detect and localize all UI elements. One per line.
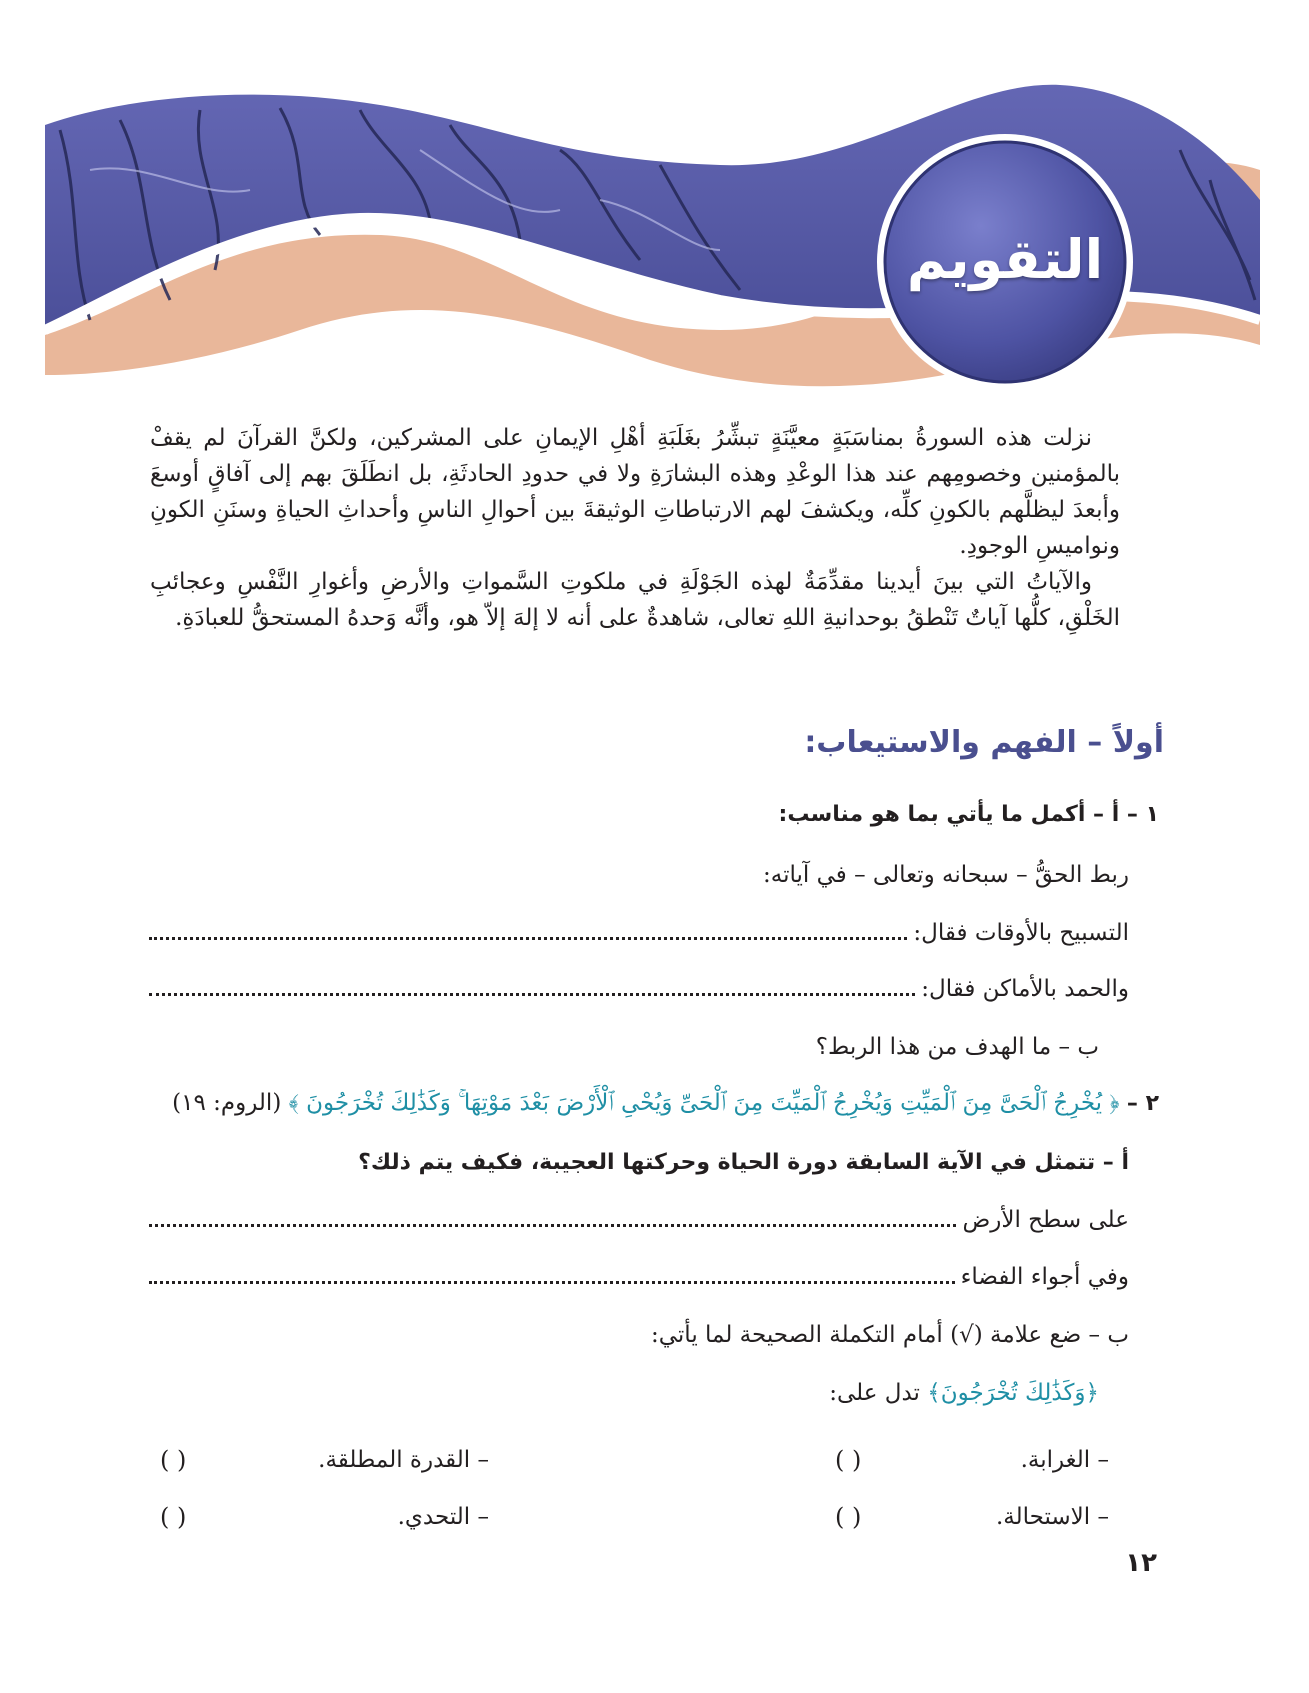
option-qudra: – القدرة المطلقة.: [318, 1447, 489, 1473]
section-heading: أولاً – الفهم والاستيعاب:: [804, 725, 1164, 760]
option-tahaddi-checkbox[interactable]: ( ): [160, 1503, 187, 1531]
page-title: التقويم: [906, 228, 1104, 291]
option-gharaba-checkbox[interactable]: ( ): [835, 1446, 862, 1474]
option-tahaddi: – التحدي.: [397, 1504, 489, 1530]
q2-verse2-suffix: تدل على:: [829, 1380, 920, 1406]
q1-line2-label: والحمد بالأماكن فقال:: [921, 976, 1129, 1002]
intro-text: [150, 420, 1120, 636]
option-gharaba: – الغرابة.: [1020, 1447, 1109, 1473]
q2-line2-label: وفي أجواء الفضاء: [960, 1264, 1129, 1290]
q2-verse-line: [172, 1090, 1159, 1116]
q2-number: ٢ –: [1126, 1091, 1159, 1116]
q1-prompt: ١ – أ – أكمل ما يأتي بما هو مناسب:: [778, 802, 1159, 827]
q1-fill-line-2: [149, 976, 1129, 1002]
answer-blank[interactable]: [149, 1223, 956, 1227]
option-istihala-checkbox[interactable]: ( ): [835, 1503, 862, 1531]
option-qudra-checkbox[interactable]: ( ): [160, 1446, 187, 1474]
q2-verse2-line: [829, 1380, 1099, 1406]
header-banner: [0, 0, 1309, 400]
q2-verse: ﴿ يُخْرِجُ ٱلْحَىَّ مِنَ ٱلْمَيِّتِ وَيُخْرِجُ ٱلْمَيِّتَ مِنَ ٱلْحَىِّ وَيُحْىِ ٱلْأَرْضَ بَعْدَ مَوْتِهَا ۚ وَكَذَٰلِكَ تُخْرَجُونَ ﴾: [288, 1090, 1120, 1116]
q2-verse2: ﴿وَكَذَٰلِكَ تُخْرَجُونَ﴾: [927, 1380, 1099, 1406]
q1-fill-line-1: [149, 920, 1129, 946]
answer-blank[interactable]: [149, 936, 907, 940]
page-number: ١٢: [1125, 1548, 1157, 1578]
intro-paragraph-2: والآياتُ التي بينَ أيدينا مقدِّمَةٌ لهذه الجَوْلَةِ في ملكوتِ السَّمواتِ والأرضِ وأغوارِ النَّفْسِ وعجائبِ الخَلْقِ، كلُّها آياتٌ تَنْطقُ بوحدانيةِ اللهِ تعالى، شاهدةٌ على أنه لا إلهَ إلاّ هو، وأنَّه وَحدهُ المستحقُّ للعبادَةِ.: [150, 569, 1120, 631]
option-istihala: – الاستحالة.: [995, 1504, 1109, 1530]
q2-b: ب – ضع علامة (√) أمام التكملة الصحيحة لما يأتي:: [650, 1322, 1129, 1348]
q1-b: ب – ما الهدف من هذا الربط؟: [815, 1034, 1099, 1060]
answer-blank[interactable]: [149, 992, 915, 996]
q2-line1-label: على سطح الأرض: [962, 1207, 1129, 1233]
q1-intro: ربط الحقُّ – سبحانه وتعالى – في آياته:: [763, 862, 1129, 888]
q2-fill-line-1: [149, 1207, 1129, 1233]
answer-blank[interactable]: [149, 1280, 955, 1284]
q2-a: أ – تتمثل في الآية السابقة دورة الحياة وحركتها العجيبة، فكيف يتم ذلك؟: [358, 1150, 1129, 1175]
intro-paragraph-1: نزلت هذه السورةُ بمناسَبَةٍ معيَّنَةٍ تبشِّرُ بغَلَبَةِ أهْلِ الإيمانِ على المشركين، ولكنَّ القرآنَ لم يقفْ بالمؤمنين وخصومِهم عند هذا الوعْدِ وهذه البشارَةِ ولا في حدودِ الحادثَةِ، بل انطَلَقَ بهم إلى آفاقٍ أوسعَ وأبعدَ ليظلَّهم بالكونِ كلِّه، ويكشفَ لهم الارتباطاتِ الوثيقةَ بين أحوالِ الناسِ وأحداثِ الحياةِ وسنَنِ الكونِ ونواميسِ الوجودِ.: [150, 425, 1120, 559]
q1-line1-label: التسبيح بالأوقات فقال:: [913, 920, 1129, 946]
q2-citation: (الروم: ١٩): [172, 1090, 282, 1116]
q2-fill-line-2: [149, 1264, 1129, 1290]
